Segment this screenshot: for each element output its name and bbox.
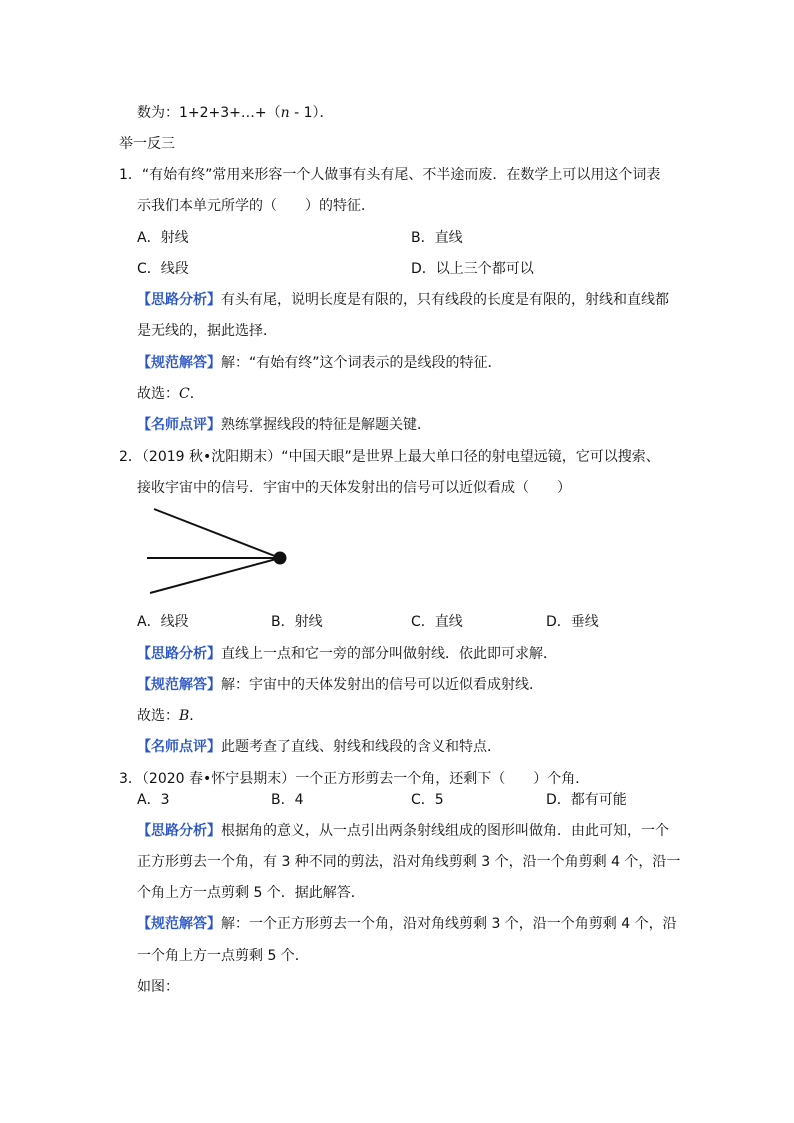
q1-option-a: A．射线: [137, 230, 189, 246]
q1-analysis-line1: 【思路分析】有头有尾，说明长度是有限的，只有线段的长度是有限的，射线和直线都: [137, 292, 669, 308]
q1-option-b: B．直线: [411, 230, 463, 246]
q3-analysis-line1: 【思路分析】根据角的意义，从一点引出两条射线组成的图形叫做角．由此可知，一个: [137, 823, 669, 839]
section-title: 举一反三: [119, 136, 175, 152]
q2-line2: 接收宇宙中的信号．宇宙中的天体发射出的信号可以近似看成（ ）: [137, 480, 571, 496]
formula-line: 数为：1+2+3+…+（n - 1）．: [137, 105, 334, 121]
q1-comment: 【名师点评】熟练掌握线段的特征是解题关键．: [137, 417, 431, 433]
q3-option-b: B．4: [271, 792, 304, 808]
q1-analysis-line2: 是无线的，据此选择．: [137, 323, 277, 339]
ray-upper: [154, 509, 280, 558]
q2-option-c: C．直线: [411, 614, 463, 630]
q1-solution: 【规范解答】解：“有始有终”这个词表示的是线段的特征．: [137, 355, 502, 371]
q2-option-b: B．射线: [271, 614, 323, 630]
q2-line1: 2．（2019 秋•沈阳期末）“中国天眼”是世界上最大单口径的射电望远镜，它可以搜索、: [119, 449, 660, 465]
q2-comment: 【名师点评】此题考查了直线、射线和线段的含义和特点．: [137, 739, 501, 755]
q2-option-a: A．线段: [137, 614, 189, 630]
q1-answer: 故选：C．: [137, 386, 204, 402]
ray-lower: [150, 558, 280, 593]
source-point: [274, 552, 287, 565]
q3-figure-note: 如图：: [137, 979, 179, 995]
q2-solution: 【规范解答】解：宇宙中的天体发射出的信号可以近似看成射线．: [137, 677, 543, 693]
q2-answer: 故选：B．: [137, 708, 204, 724]
q3-option-d: D．都有可能: [546, 792, 627, 808]
rays-figure: [140, 500, 300, 602]
q2-option-d: D．垂线: [546, 614, 599, 630]
q3-option-c: C．5: [411, 792, 444, 808]
q1-line2: 示我们本单元所学的（ ）的特征．: [137, 198, 375, 214]
q3-solution-line2: 一个角上方一点剪剩 5 个．: [137, 948, 309, 964]
q2-analysis: 【思路分析】直线上一点和它一旁的部分叫做射线．依此即可求解．: [137, 646, 557, 662]
q1-option-c: C．线段: [137, 261, 189, 277]
q3-solution-line1: 【规范解答】解：一个正方形剪去一个角，沿对角线剪剩 3 个，沿一个角剪剩 4 个，沿: [137, 916, 677, 932]
q3-line1: 3．（2020 春•怀宁县期末）一个正方形剪去一个角，还剩下（ ）个角．: [119, 771, 590, 787]
q1-line1: 1．“有始有终”常用来形容一个人做事有头有尾、不半途而废．在数学上可以用这个词表: [119, 167, 661, 183]
q1-option-d: D．以上三个都可以: [411, 261, 534, 277]
q3-option-a: A．3: [137, 792, 170, 808]
q3-analysis-line3: 个角上方一点剪剩 5 个．据此解答．: [137, 885, 365, 901]
q3-analysis-line2: 正方形剪去一个角，有 3 种不同的剪法，沿对角线剪剩 3 个，沿一个角剪剩 4 个，沿一: [137, 854, 681, 870]
